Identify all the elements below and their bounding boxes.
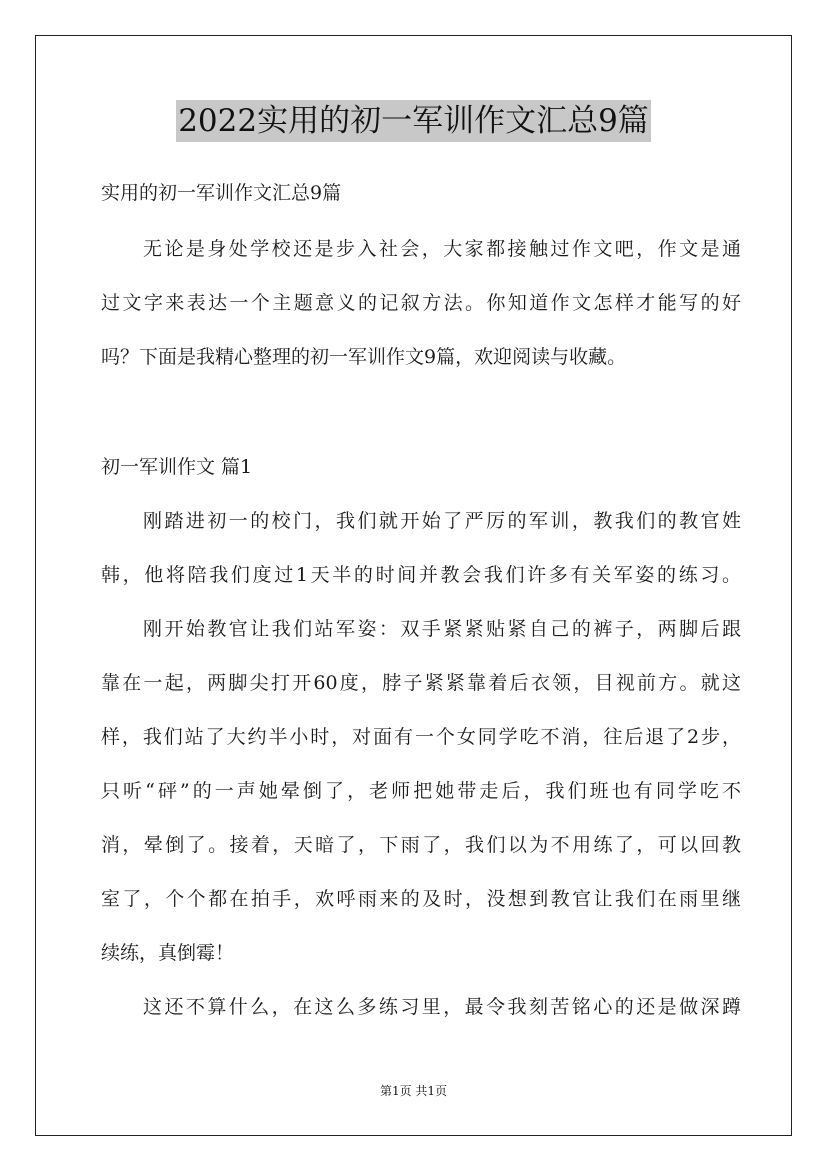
document-subtitle: 实用的初一军训作文汇总9篇 — [101, 182, 342, 204]
document-title: 2022实用的初一军训作文汇总9篇 — [176, 100, 651, 142]
intro-line: 吗？下面是我精心整理的初一军训作文9篇，欢迎阅读与收藏。 — [101, 346, 627, 368]
intro-line: 过文字来表达一个主题意义的记叙方法。你知道作文怎样才能写的好 — [101, 292, 741, 314]
intro-line: 无论是身处学校还是步入社会，大家都接触过作文吧，作文是通 — [143, 238, 741, 260]
paragraph-line: 续练，真倒霉！ — [101, 942, 235, 964]
paragraph-line: 刚踏进初一的校门，我们就开始了严厉的军训，教我们的教官姓 — [143, 510, 741, 532]
section-heading: 初一军训作文 篇1 — [101, 456, 253, 478]
paragraph-line: 样，我们站了大约半小时，对面有一个女同学吃不消，往后退了2步， — [101, 726, 741, 748]
paragraph-line: 刚开始教官让我们站军姿：双手紧紧贴紧自己的裤子，两脚后跟 — [143, 618, 741, 640]
paragraph-line: 这还不算什么，在这么多练习里，最令我刻苦铭心的还是做深蹲 — [143, 996, 741, 1018]
title-container — [0, 100, 827, 142]
page-number: 第1页 共1页 — [379, 1084, 448, 1098]
paragraph-line: 室了，个个都在拍手，欢呼雨来的及时，没想到教官让我们在雨里继 — [101, 888, 741, 910]
paragraph-line: 韩，他将陪我们度过1天半的时间并教会我们许多有关军姿的练习。 — [101, 564, 741, 586]
paragraph-line: 只听“砰”的一声她晕倒了，老师把她带走后，我们班也有同学吃不 — [101, 780, 741, 802]
paragraph-line: 靠在一起，两脚尖打开60度，脖子紧紧靠着后衣领，目视前方。就这 — [101, 672, 741, 694]
paragraph-line: 消，晕倒了。接着，天暗了，下雨了，我们以为不用练了，可以回教 — [101, 834, 741, 856]
